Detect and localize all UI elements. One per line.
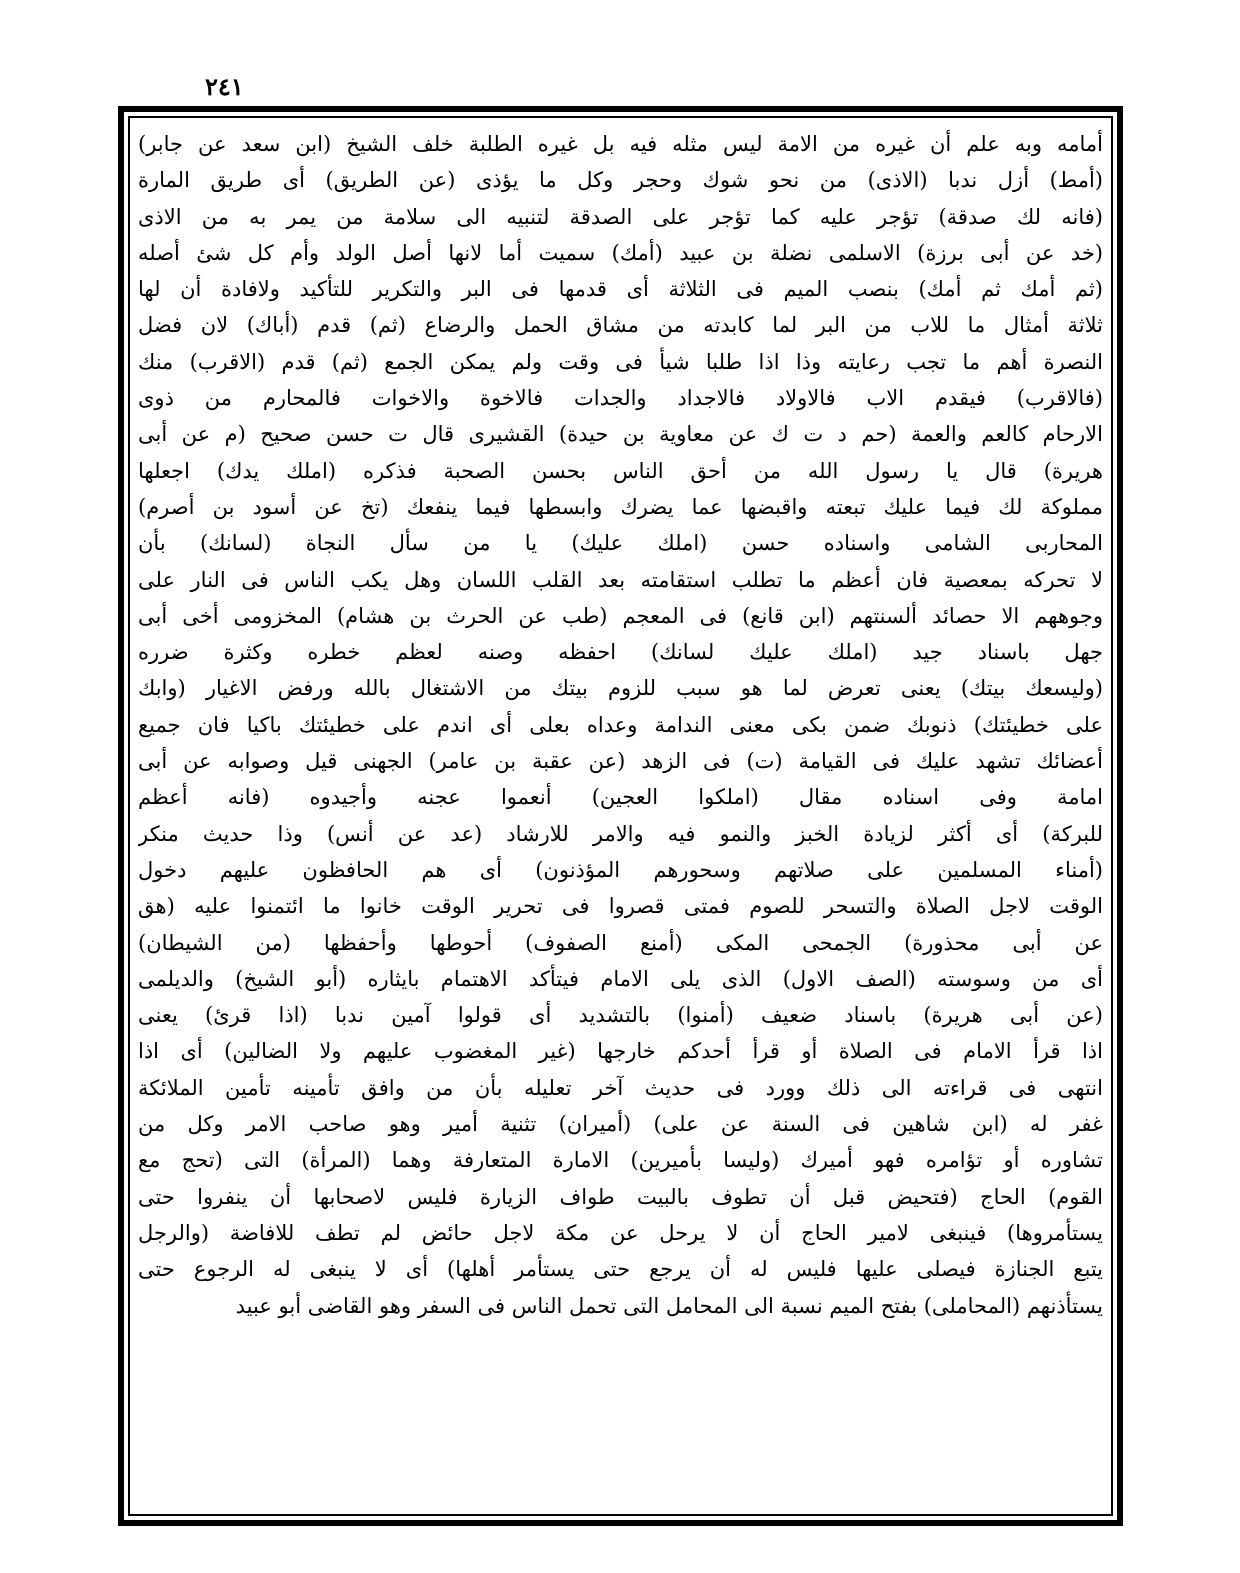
text-line: جهل باسناد جيد (املك عليك لسانك) احفظه وصنه لعظم خطره وكثرة ضرره <box>138 640 1103 665</box>
text-line: القوم) الحاج (فتحيض قبل أن تطوف بالبيت طواف الزيارة فليس لاصحابها أن ينفروا حتى <box>138 1184 1103 1209</box>
text-line: الوقت لاجل الصلاة والتسحر للصوم فمتى قصروا فى تحرير الوقت خانوا ما ائتمنوا عليه (هق <box>138 894 1103 919</box>
text-line: أى من وسوسته (الصف الاول) الذى يلى الامام فيتأكد الاهتمام بايثاره (أبو الشيخ) والديلمى <box>138 966 1103 991</box>
text-line: المحاربى الشامى واسناده حسن (املك عليك) يا من سأل النجاة (لسانك) بأن <box>138 531 1103 556</box>
text-line: يتبع الجنازة فيصلى عليها فليس له أن يرجع حتى يستأمر أهلها) أى لا ينبغى له الرجوع حتى <box>138 1257 1103 1282</box>
text-line: النصرة أهم ما تجب رعايته وذا اذا طلبا شيأ فى وقت ولم يمكن الجمع (ثم) قدم (الاقرب) منك <box>138 349 1103 374</box>
text-line: يستأذنهم (المحاملى) بفتح الميم نسبة الى المحامل التى تحمل الناس فى السفر وهو القاضى أبو عبيد <box>235 1293 1103 1318</box>
text-line: وجوههم الا حصائد ألسنتهم (ابن قانع) فى المعجم (طب عن الحرث بن هشام) المخزومى أخى أبى <box>138 603 1103 628</box>
text-line: لا تحركه بمعصية فان أعظم ما تطلب استقامته بعد القلب اللسان وهل يكب الناس فى النار على <box>138 567 1103 592</box>
text-line: امامة وفى اسناده مقال (املكوا العجين) أنعموا عجنه وأجيدوه (فانه أعظم <box>138 785 1103 810</box>
text-line: (فانه لك صدقة) تؤجر عليه كما تؤجر على الصدقة لتنبيه الى سلامة من يمر به من الاذى <box>138 204 1103 229</box>
text-line: مملوكة لك فيما عليك تبعته واقبضها عما يضرك وابسطها فيما ينفعك (تخ عن أسود بن أصرم) <box>138 494 1103 519</box>
text-line: هريرة) قال يا رسول الله من أحق الناس بحسن الصحبة فذكره (املك يدك) اجعلها <box>138 458 1103 483</box>
text-line: (ثم أمك ثم أمك) بنصب الميم فى الثلاثة أى قدمها فى البر والتكرير للتأكيد ولافادة أن لها <box>138 277 1103 302</box>
text-line: الارحام كالعم والعمة (حم د ت ك عن معاوية بن حيدة) القشيرى قال ت حسن صحيح (م عن أبى <box>138 422 1103 447</box>
text-line: غفر له (ابن شاهين فى السنة عن على) (أميران) تثنية أمير وهو صاحب الامر وكل من <box>138 1112 1103 1137</box>
text-line: (عن أبى هريرة) باسناد ضعيف (أمنوا) بالتشديد أى قولوا آمين ندبا (اذا قرئ) يعنى <box>138 1003 1103 1028</box>
text-line: (خد عن أبى برزة) الاسلمى نضلة بن عبيد (أمك) سميت أما لانها أصل الولد وأم كل شئ أصله <box>138 240 1103 265</box>
text-line: على خطيئتك) ذنوبك ضمن بكى معنى الندامة وعداه بعلى أى اندم على خطيئتك باكيا فان جميع <box>138 712 1103 737</box>
text-line: (أمناء المسلمين على صلاتهم وسحورهم المؤذنون) أى هم الحافظون عليهم دخول <box>138 857 1103 882</box>
main-text <box>138 126 1103 1506</box>
text-line: (أمط) أزل ندبا (الاذى) من نحو شوك وحجر وكل ما يؤذى (عن الطريق) أى طريق المارة <box>138 168 1103 193</box>
text-line: يستأمروها) فينبغى لامير الحاج أن لا يرحل عن مكة لاجل حائض لم تطف للافاضة (والرجل <box>138 1220 1103 1245</box>
text-line: للبركة) أى أكثر لزيادة الخبز والنمو فيه والامر للارشاد (عد عن أنس) وذا حديث منكر <box>138 821 1103 846</box>
text-line: أعضائك تشهد عليك فى القيامة (ت) فى الزهد (عن عقبة بن عامر) الجهنى قيل وصوابه عن أبى <box>138 749 1103 774</box>
text-line: انتهى فى قراءته الى ذلك وورد فى حديث آخر تعليله بأن من وافق تأمينه تأمين الملائكة <box>138 1075 1103 1100</box>
text-line: عن أبى محذورة) الجمحى المكى (أمنع الصفوف) أحوطها وأحفظها (من الشيطان) <box>138 930 1103 955</box>
text-line: (فالاقرب) فيقدم الاب فالاولاد فالاجداد والجدات فالاخوة والاخوات فالمحارم من ذوى <box>138 386 1103 411</box>
text-line: اذا قرأ الامام فى الصلاة أو قرأ أحدكم خارجها (غير المغضوب عليهم ولا الضالين) أى اذا <box>138 1039 1103 1064</box>
text-line: (وليسعك بيتك) يعنى تعرض لما هو سبب للزوم بيتك من الاشتغال بالله ورفض الاغيار (وابك <box>138 676 1103 701</box>
text-line: تشاوره أو تؤامره فهو أميرك (وليسا بأميرين) الامارة المتعارفة وهما (المرأة) التى (تحج مع <box>138 1148 1103 1173</box>
page-number: ٢٤١ <box>205 72 244 101</box>
text-line: ثلاثة أمثال ما للاب من البر لما كابدته من مشاق الحمل والرضاع (ثم) قدم (أباك) لان فضل <box>138 313 1103 338</box>
text-line: أمامه وبه علم أن غيره من الامة ليس مثله فيه بل غيره الطلبة خلف الشيخ (ابن سعد عن جابر) <box>138 132 1103 156</box>
